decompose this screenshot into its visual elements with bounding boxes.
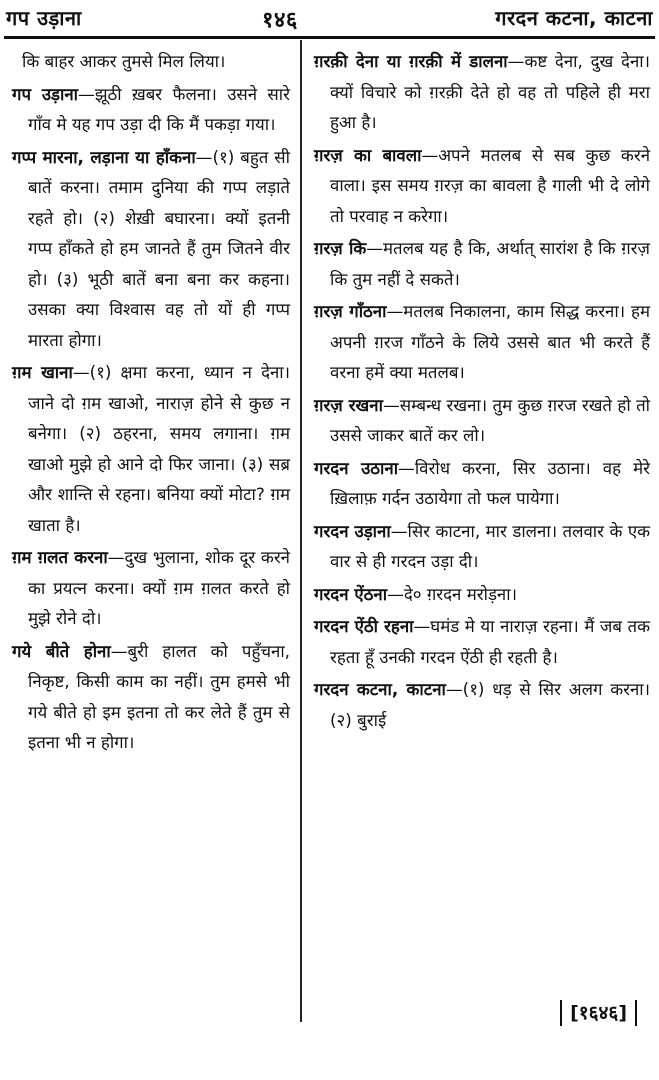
entry-headword: गरदन ऐंठी रहना [314,616,414,636]
entry-definition: —विरोध करना, सिर उठाना। वह मेरे ख़िलाफ़ गर्दन उठायेगा तो फल पायेगा। [330,457,650,508]
dictionary-entry [12,542,290,634]
right-column [314,46,650,737]
entry-definition: —मतलब यह है कि, अर्थात्‌ सारांश है कि ग़रज़ कि तुम नहीं दे सकते। [330,238,650,289]
dictionary-entry [314,516,650,577]
dictionary-entry [314,611,650,672]
header-left-guideword: गप उड़ाना [6,6,82,30]
dictionary-entry [314,674,650,735]
entry-headword: गरदन कटना, काटना [314,679,446,699]
dictionary-entry [12,79,290,140]
entry-headword: ग़रज़ का बावला [314,144,422,165]
entry-headword: ग़म खाना [12,362,73,382]
entry-definition: —बुरी हालत को पहुँचना, निकृष्ट, किसी काम का नहीं। तुम हमसे भी गये बीते हो इम इतना तो कर लेते हैं तुम से इतना भी न होगा। [28,640,291,752]
entry-headword: ग़म ग़लत करना [12,547,108,567]
entry-definition: —सिर काटना, मार डालना। तलवार के एक वार से ही गरदन उड़ा दी। [330,520,650,571]
dictionary-entry [314,390,650,451]
entry-definition: —मतलब निकालना, काम सिद्ध करना। हम अपनी ग़रज गाँठने के लिये उससे बात भी करते हैं वरना हमें क्या मतलब। [330,301,650,382]
entry-definition: कि बाहर आकर तुमसे मिल लिया। [22,51,226,71]
dictionary-entry [314,233,650,294]
entry-headword: ग़रज़ रखना [314,394,383,415]
entry-definition: —कष्ट देना, दुख देना। क्यों विचारे को ग़रक़ी देते हो वह तो पहिले ही मरा हुआ है। [330,51,650,132]
left-column [12,46,290,760]
entry-headword: ग़रज़ गाँठना [314,301,387,321]
entry-definition: —झूठी ख़बर फैलना। उसने सारे गाँव मे यह गप उड़ा दी कि मैं पकड़ा गया। [28,83,290,134]
entry-definition: —अपने मतलब से सब कुछ करने वाला। इस समय ग़रज़ का बावला है गाली भी दे लोगे तो परवाह न करेगा। [330,144,651,226]
entry-definition: —(१) धड़ से सिर अलग करना। (२) बुराई [330,679,650,730]
entry-definition: —(१) बहुत सी बातें करना। तमाम दुनिया की गप्प लड़ाते रहते हो। (२) शेख़ी बघारना। क्यों इतनी गप्प हाँकते हो हम जानते हैं तुम जितने वीर हो। (३) भूठी बातें बना बना कर कहना। उसका क्या विश्वास वह तो यों ही गप्प मारता होगा। [28,146,290,350]
header-rule [4,36,655,39]
entry-headword: ग़रज़ कि [314,238,367,258]
dictionary-entry [314,46,650,138]
footer-page-number: [१६४६] [560,1000,637,1026]
entry-headword: गप उड़ाना [12,83,79,104]
dictionary-entry [314,579,650,610]
dictionary-entry [314,296,650,388]
entry-headword: गरदन उठाना [314,457,399,478]
entry-definition: —दे० ग़रदन मरोड़ना। [387,583,517,604]
dictionary-entry [12,142,290,356]
entry-definition: —दुख भुलाना, शोक दूर करने का प्रयत्न करना। क्यों ग़म ग़लत करते हो मुझे रोने दो। [28,547,290,628]
column-divider [300,40,302,1022]
dictionary-entry [12,636,290,758]
entry-headword: गरदन ऐंठना [314,583,388,604]
entry-definition: —घमंड मे या नाराज़ रहना। मैं जब तक रहता हूँ उनकी गरदन ऐंठी ही रहती है। [330,616,650,667]
dictionary-entry [12,357,290,540]
entry-headword: गये बीते होना [12,640,111,661]
entry-definition: —(१) क्षमा करना, ध्यान न देना। जाने दो ग़म खाओ, नाराज़ होने से कुछ न बनेगा। (२) ठहरना, समय लगाना। ग़म खाओ मुझे हो आने दो फिर जाना। (३) सब्र और शान्ति से रहना। बनिया क्यों मोटा? ग़म खाता है। [28,362,290,535]
entry-headword: गरदन उड़ाना [314,520,391,541]
dictionary-entry [314,453,650,514]
dictionary-entry [12,46,290,77]
header-right-guideword: गरदन कटना, काटना [495,6,653,30]
dictionary-entry [314,140,650,232]
header-page-number: १४६ [262,8,298,33]
entry-definition: —सम्बन्ध रखना। तुम कुछ ग़रज रखते हो तो उससे जाकर बातें कर लो। [330,394,651,445]
entry-headword: ग़रक़ी देना या ग़रक़ी में डालना [314,51,508,71]
entry-headword: गप्प मारना, लड़ाना या हाँकना [12,146,196,167]
